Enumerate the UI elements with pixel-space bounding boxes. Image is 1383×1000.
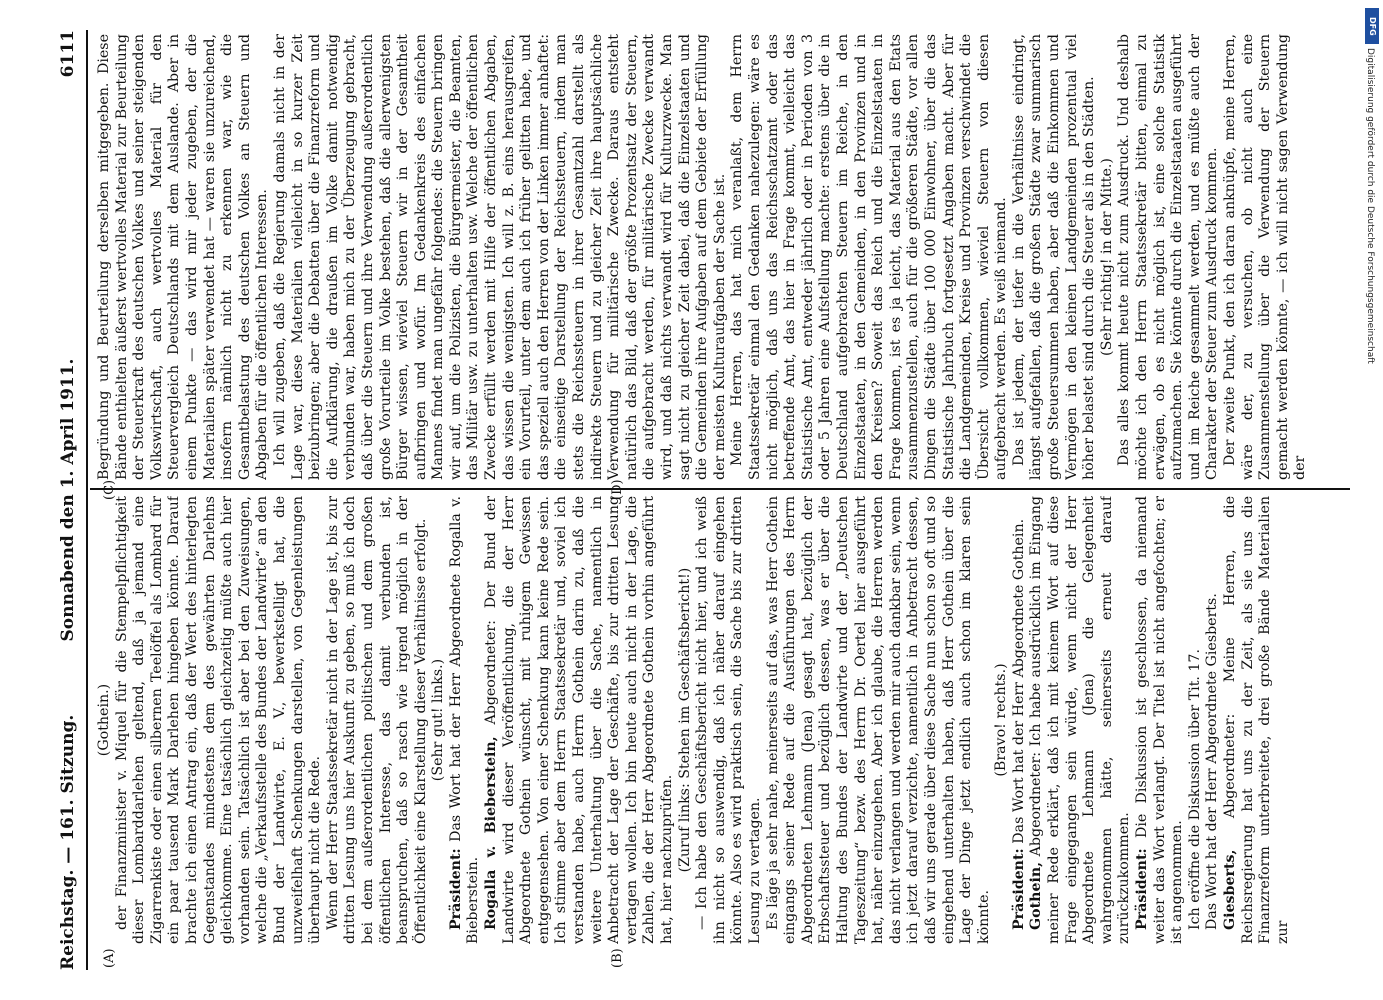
speaker-name: Giesberts, [1222,849,1238,930]
speaker-name: Präsident: [1010,848,1027,930]
speaker-paragraph [1011,496,1029,944]
paragraph: Das alles kommt heute nicht zum Ausdruck. Und deshalb möchte ich den Herrn Staatssekretär bitten, einmal zu erwägen, ob es nicht möglich ist, eine solche Statistik aufzumachen. Sie könnte durch die Einzelstaaten ausgeführt und im Reiche gesammelt werden, und es müßte auch der Charakter der Steuer zum Ausdruck kommen. [1116,34,1221,480]
digitization-credit [1365,8,1379,998]
interjection: (Sehr richtig! in der Mitte.) [1098,158,1115,356]
speech-text: Abgeordneter: Ich habe ausdrücklich im Eingang meiner Rede erklärt, daß ich mit keinem Wort auf diese Frage eingegangen sein würde, wenn nicht der Herr Abgeordnete Lehmann (Jena) die Gelegenheit wahrgenommen hätte, seinerseits erneut darauf zurückzukommen. [1028,496,1133,944]
left-column [96,496,1350,944]
speaker-paragraph [448,496,483,944]
margin-mark-d: (D) [610,479,625,500]
paragraph: Das Wort hat der Herr Abgeordnete Giesberts. [1204,593,1221,930]
speaker-paragraph [483,496,677,944]
speaker-name: Präsident: [1134,848,1151,930]
speaker-name: Gothein, [1028,861,1045,930]
paragraph: — Ich habe den Geschäftsbericht nicht hier, und ich weiß ihn nicht so auswendig, daß ich näher darauf eingehen könnte. Also es wird praktisch sein, die Sache bis zur dritten Lesung zu vertagen. [694,496,763,944]
page-header [50,30,88,970]
header-date: Sonnabend den 1. April 1911. [58,358,78,642]
speaker-name: Rogalla v. Bieberstein, [483,736,500,930]
speaker-name: Präsident: [447,848,464,930]
margin-mark-b: (B) [610,948,625,968]
page-number: 6111 [58,30,78,78]
paragraph: der Finanzminister v. Miquel für die Stempelpflichtigkeit dieser Lombarddarlehen geltend, daß ja jemand eine Zigarrenkiste oder einen silbernen Teelöffel als Lombard für ein paar tausend Mark Darlehen hingeben könnte. Darauf brachte ich einen Antrag ein, daß der Wert des hinterlegten Gegenstandes mindestens dem des gewährten Darlehns gleichkomme. Eine tatsächlich gleichzeitig müßte auch hier vorhanden sein. Tatsächlich ist aber bei den Zuweisungen, welche die „Verkaufsstelle des Bundes der Landwirte“ an den Bund der Landwirte, E. V., bewerkstelligt hat, die unzweifelhaft Schenkungen darstellen, von Gegenleistungen überhaupt nicht die Rede. [113,496,324,944]
speaker-paragraph [1028,496,1134,944]
speaker-paragraph [1222,496,1292,944]
speech-text: Abgeordneter: Der Bund der Landwirte wird dieser Veröffentlichung, die der Herr Abgeordnete Gothein wünscht, mit ruhigem Gewissen entgegensehen. Von einer Schenkung kann keine Rede sein. Ich stimme aber dem Herrn Staatssekretär und, soviel ich verstanden habe, auch Herrn Gothein darin zu, daß die weitere Unterhaltung über die Sache, namentlich in Anbetracht der Lage der Geschäfte, bis zur dritten Lesung vertagen wollen. Ich bin heute auch nicht in der Lage, die Zahlen, die der Herr Abgeordnete Gothein vorhin angeführt hat, hier nachzuprüfen. [483,496,675,944]
interjection: (Zuruf links: Stehen im Geschäftsbericht!) [676,567,693,873]
margin-mark-c: (C) [102,479,117,500]
interjection: (Gothein.) [96,683,112,757]
paragraph: Das ist jedem, der tiefer in die Verhältnisse eindringt, längst aufgefallen, daß die großen Städte zwar summarisch große Steuersummen haben, aber daß die Einkommen und Vermögen in den kleinen Landgemeinden prozentual viel höher belastet sind durch die Steuer als in den Städten. [1010,34,1098,480]
credit-text: Digitalisierung gefördert durch die Deutsche Forschungsgemeinschaft [1365,48,1375,364]
column-divider [90,488,1350,490]
paragraph: Meine Herren, das hat mich veranlaßt, dem Herrn Staatssekretär einmal den Gedanken nahezulegen: wäre es nicht möglich, daß uns das Reichsschatzamt oder das betreffende Amt, das hier in Frage kommt, vielleicht das Statistische Amt, entweder jährlich oder in Perioden von 3 oder 5 Jahren eine Aufstellung machte: erstens über die in Deutschland aufgebrachten Steuern im Reiche, in den Einzelstaaten, in den Gemeinden, in den Provinzen und in den Kreisen? Soweit das Reich und die Einzelstaaten in Frage kommen, ist es ja leicht, das Material aus den Etats zusammenzustellen, auch für die größeren Städte, vor allen Dingen die Städte über 100 000 Einwohner, über die das Statistische Jahrbuch fortgesetzt Angaben macht. Aber für die Landgemeinden, Kreise und Provinzen verschwindet die Übersicht vollkommen, wieviel Steuern von diesen aufgebracht werden. Es weiß niemand. [729,34,1010,480]
right-column [96,34,1350,480]
paragraph: Der zweite Punkt, den ich daran anknüpfe, meine Herren, wäre der, zu versuchen, ob nicht auch eine Zusammenstellung über die Verwendung der Steuern gemacht werden könnte, — ich will nicht sagen Verwendung der [1222,34,1309,480]
scanned-page [50,30,1350,970]
paragraph: Ich eröffne die Diskussion über Tit. 17. [1186,649,1203,930]
dfg-logo: DFG [1365,8,1379,44]
paragraph: Wenn der Herr Staatssekretär nicht in der Lage ist, bis zur dritten Lesung uns hier Auskunft zu geben, so muß ich doch bei dem außerordentlichen politischen und dem großen öffentlichen Interesse, das damit verbunden ist, beanspruchen, daß so rasch wie irgend möglich in der Öffentlichkeit eine Klarstellung dieser Verhältnisse erfolgt. [324,496,429,944]
speech-text: Das Wort hat der Herr Abgeordnete Rogalla v. Bieberstein. [447,496,482,944]
paragraph: Begründung und Beurteilung derselben mitgegeben. Diese Bände enthielten äußerst wertvolles Material zur Beurteilung der Steuerkraft des deutschen Volkes und seiner steigenden Volkswirtschaft, auch wertvolles Material für den Steuervergleich Deutschlands mit dem Auslande. Aber in einem Punkte — das wird mir jeder zugeben, der die Materialien später verwendet hat — waren sie unzureichend, insofern nämlich nicht zu erkennen war, wie die Gesamtbelastung des deutschen Volkes an Steuern und Abgaben für die öffentlichen Interessen. [96,34,271,480]
margin-mark-a: (A) [102,948,117,968]
speaker-paragraph [1134,496,1187,944]
speech-text: Das Wort hat der Herr Abgeordnete Gothein. [1010,518,1027,849]
paragraph: Es läge ja sehr nahe, meinerseits auf das, was Herr Gothein eingangs seiner Rede auf die Ausführungen des Herrn Abgeordneten Lehmann (Jena) gesagt hat, bezüglich der Erbschaftssteuer und bezüglich dessen, was er über die Haltung des Bundes der Landwirte und der „Deutschen Tageszeitung“ bezw. des Herrn Dr. Oertel hier ausgeführt hat, näher einzugehen. Aber ich glaube, die Herren werden das nicht verlangen und werden mir auch dankbar sein, wenn ich jetzt darauf verzichte, namentlich in Anbetracht dessen, daß wir uns gerade über diese Sache nun schon so oft und so eingehend unterhalten haben, daß Herr Gothein über die Lage der Dinge jetzt endlich auch schon im klaren sein könnte. [764,496,992,944]
header-left: Reichstag. — 161. Sitzung. [58,714,78,970]
interjection: (Sehr gut! links.) [430,658,447,782]
speech-text: Die Diskussion ist geschlossen, da niemand weiter das Wort verlangt. Der Titel ist nicht angefochten; er ist angenommen. [1134,496,1186,944]
paragraph: Ich will zugeben, daß die Regierung damals nicht in der Lage war, diese Materialien vielleicht in so kurzer Zeit beizubringen; aber die Debatten über die Finanzreform und die Aufklärung, die draußen im Volke damit notwendig verbunden war, haben mich zu der Überzeugung gebracht, daß über die Steuern und ihre Verwendung außerordentlich große Vorurteile im Volke bestehen, daß die allerwenigsten Bürger wissen, wieviel Steuern wir in der Gesamtheit aufbringen und wofür. Im Gedankenkreis des einfachen Mannes findet man ungefähr folgendes: die Steuern bringen wir auf, um die Polizisten, die Bürgermeister, die Beamten, das Militär usw. zu unterhalten usw. Welche der öffentlichen Zwecke erfüllt werden mit Hilfe der öffentlichen Abgaben, das wissen die wenigsten. Ich will z. B. eins herausgreifen, ein Vorurteil, unter dem auch ich früher gelitten habe, und das speziell auch den Herren von der Linken immer anhaftet: die einseitige Darstellung der Reichssteuern, indem man stets die Reichssteuern in ihrer Gesamtzahl darstellt als indirekte Steuern und zu gleicher Zeit ihre hauptsächliche Verwendung für militärische Zwecke. Daraus entsteht natürlich das Bild, daß der größte Prozentsatz der Steuern, die aufgebracht werden, für militärische Zwecke verwandt wird, und daß nichts verwandt wird für Kulturzwecke. Man sagt nicht zu gleicher Zeit dabei, daß die Einzelstaaten und die Gemeinden ihre Aufgaben auf dem Gebiete der Erfüllung der meisten Kulturaufgaben der Sache ist. [271,34,728,480]
speech-text: Abgeordneter: Meine Herren, die Reichsregierung hat uns zu der Zeit, als sie uns die Finanzreform unterbreitete, drei große Bände Materialien zur [1222,496,1291,944]
interjection: (Bravo! rechts.) [993,663,1010,777]
